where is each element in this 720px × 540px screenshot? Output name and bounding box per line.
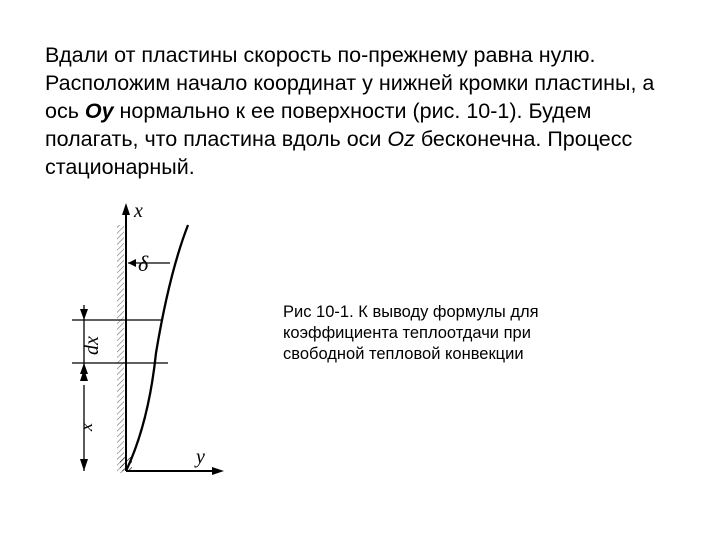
- figure-caption: Рис 10-1. К выводу формулы для коэффициента теплоотдачи при свободной тепловой конвекции: [283, 303, 539, 363]
- axis-oy-label: Oy: [84, 99, 114, 123]
- text-segment-2: нормально к ее поверхности (рис. 10-1). Будем полагать, что пластина вдоль оси: [45, 99, 592, 151]
- y-axis-arrow: [212, 467, 224, 475]
- boundary-layer-figure: [70, 195, 240, 485]
- body-paragraph: [45, 41, 685, 181]
- delta-arrow: [128, 259, 136, 267]
- x-dimension-arrow-bottom: [80, 459, 88, 471]
- x-dimension-label: x: [76, 423, 96, 431]
- delta-label: δ: [138, 251, 149, 276]
- y-axis-label: y: [196, 446, 205, 468]
- axis-oz-label: Oz: [387, 127, 415, 151]
- text-segment-1: Вдали от пластины скорость по-прежнему равна нулю. Расположим начало координат у нижней кромки пластины, а ось: [45, 43, 655, 123]
- text-segment-3: бесконечна. Процесс стационарный.: [45, 127, 633, 179]
- x-axis-arrow: [122, 203, 130, 215]
- x-axis-label: x: [134, 200, 143, 222]
- plate-hatching: [117, 225, 124, 473]
- dx-arrow-top: [80, 309, 88, 320]
- dx-label: dx: [81, 336, 103, 355]
